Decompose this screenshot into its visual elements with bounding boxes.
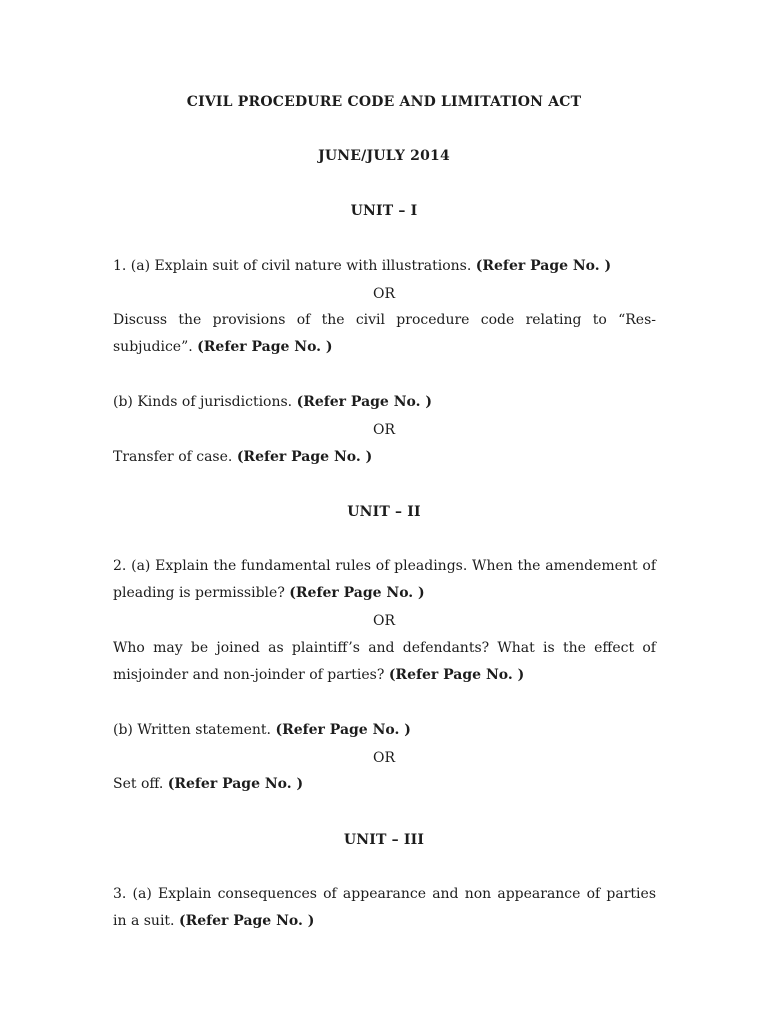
question-1b <box>113 389 656 416</box>
refer-page: (Refer Page No. ) <box>475 258 612 274</box>
refer-page: (Refer Page No. ) <box>296 394 432 410</box>
unit-3-heading: UNIT – III <box>343 832 425 848</box>
question-2a-alt <box>113 635 656 690</box>
question-3a <box>113 881 656 936</box>
question-text: Discuss the provisions of the civil procedure code relating to “Res-subjudice”. <box>113 312 656 356</box>
question-text: Set off. <box>113 776 164 792</box>
question-2a <box>113 553 656 608</box>
refer-page: (Refer Page No. ) <box>197 339 333 356</box>
question-2b <box>113 717 656 744</box>
refer-page: (Refer Page No. ) <box>289 585 425 602</box>
question-text: (b) Kinds of jurisdictions. <box>113 394 293 410</box>
unit-1-heading: UNIT – I <box>350 203 418 219</box>
refer-page: (Refer Page No. ) <box>275 722 411 738</box>
question-text: 2. (a) Explain the fundamental rules of pleadings. When the amendement of pleading is permissible? <box>113 558 656 602</box>
refer-page: (Refer Page No. ) <box>178 913 315 930</box>
refer-page: (Refer Page No. ) <box>236 449 373 465</box>
unit-2-heading: UNIT – II <box>347 504 421 520</box>
question-1a <box>113 253 656 280</box>
question-1b-alt <box>113 444 656 471</box>
question-text: Who may be joined as plaintiff’s and defendants? What is the effect of misjoinder and non-joinder of parties? <box>113 640 656 684</box>
refer-page: (Refer Page No. ) <box>167 776 304 792</box>
question-2b-alt <box>113 771 656 798</box>
or-separator: OR <box>372 422 396 438</box>
question-text: 3. (a) Explain consequences of appearance and non appearance of parties in a suit. <box>113 886 656 930</box>
or-separator: OR <box>372 286 396 302</box>
document-title: CIVIL PROCEDURE CODE AND LIMITATION ACT <box>186 94 582 110</box>
refer-page: (Refer Page No. ) <box>388 667 525 684</box>
or-separator: OR <box>372 750 396 766</box>
question-1a-alt <box>113 307 656 362</box>
or-separator: OR <box>372 613 396 629</box>
question-text: 1. (a) Explain suit of civil nature with illustrations. <box>113 258 472 274</box>
question-text: (b) Written statement. <box>113 722 271 738</box>
exam-session: JUNE/JULY 2014 <box>318 148 450 164</box>
question-text: Transfer of case. <box>113 449 233 465</box>
